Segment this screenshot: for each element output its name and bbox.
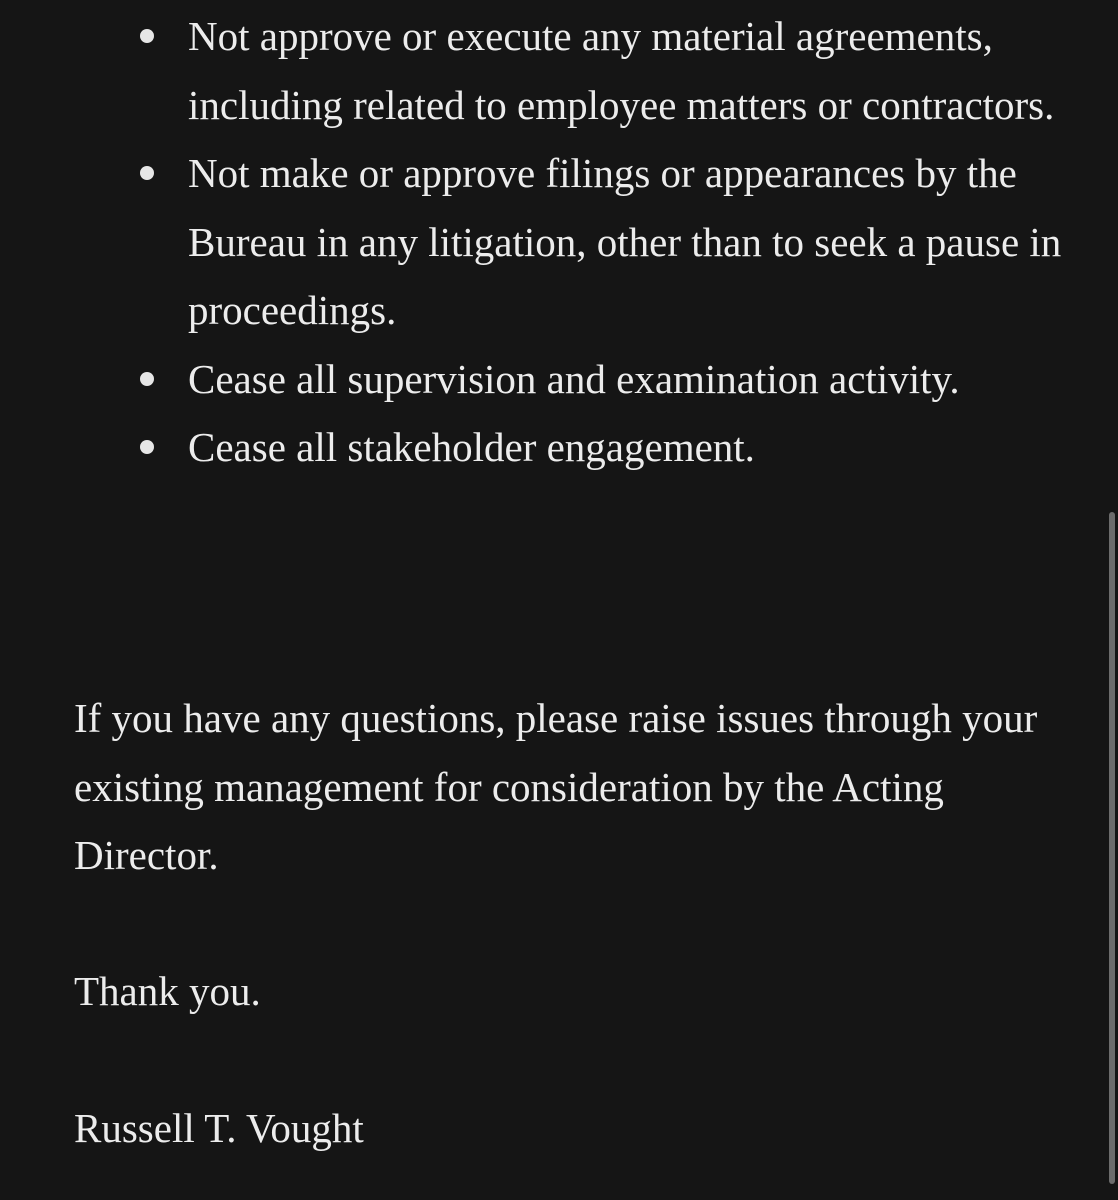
list-item — [0, 413, 1068, 482]
list-item — [0, 345, 1068, 414]
bullet-icon — [140, 440, 154, 454]
bullet-icon — [140, 166, 154, 180]
closing-text: Thank you. — [74, 968, 261, 1014]
list-item — [0, 139, 1068, 345]
bullet-icon — [140, 372, 154, 386]
scrollbar-thumb[interactable] — [1109, 512, 1115, 1184]
directive-list — [0, 2, 1080, 482]
list-item-text: Cease all stakeholder engagement. — [188, 424, 755, 470]
signature: Russell T. Vought — [74, 1105, 364, 1151]
list-item-text: Cease all supervision and examination activity. — [188, 355, 960, 402]
vertical-scrollbar[interactable] — [1104, 0, 1118, 1200]
bullet-icon — [140, 29, 154, 43]
list-item — [0, 2, 1068, 139]
list-item-text: Not approve or execute any material agreements, including related to employee matters or contractors. — [188, 13, 1055, 128]
list-item-text: Not make or approve filings or appearances by the Bureau in any litigation, other than to seek a pause in proceedings. — [188, 150, 1062, 333]
questions-paragraph: If you have any questions, please raise issues through your existing management for consideration by the Acting Director. — [74, 695, 1038, 878]
